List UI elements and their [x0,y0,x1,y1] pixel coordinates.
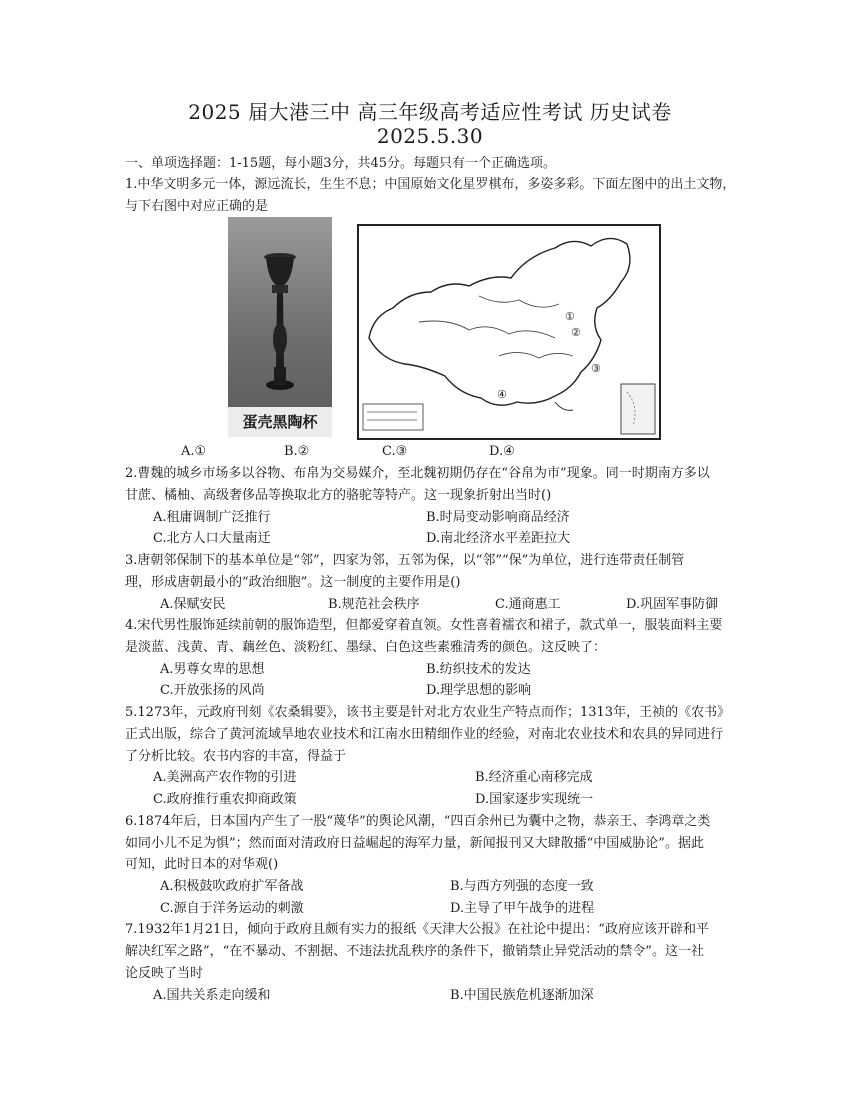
question-7-text-line: 解决红军之路”，“在不暴动、不割据、不违法扰乱秩序的条件下，撤销禁止异党活动的禁令”。这一社 [125,944,704,959]
question-4-text-line: 是淡蓝、浅黄、青、藕丝色、淡粉红、墨绿、白色这些素雅清秀的颜色。这反映了： [125,640,607,655]
photo-caption: 蛋壳黑陶杯 [228,407,332,437]
q4-option-a[interactable]: A.男尊女卑的思想 [160,662,265,677]
q2-option-d[interactable]: D.南北经济水平差距拉大 [426,531,571,546]
china-map [357,224,661,440]
q4-option-c[interactable]: C.开放张扬的风尚 [160,683,265,698]
exam-date: 2025.5.30 [376,124,484,148]
question-7-text-line: 论反映了当时 [125,966,204,981]
question-1-text-line: 1.中华文明多元一体，源远流长，生生不息；中国原始文化星罗棋布，多姿多彩。下面左图中的出土文物， [125,177,736,192]
q4-option-d[interactable]: D.理学思想的影响 [426,683,532,698]
question-6-text-line: 可知，此时日本的对华观() [125,857,279,872]
china-map-outline [359,226,659,438]
q6-option-a[interactable]: A.积极鼓吹政府扩军备战 [160,879,304,894]
q5-option-b[interactable]: B.经济重心南移完成 [475,770,593,785]
map-marker-4: ④ [497,388,507,401]
question-5-text-line: 5.1273年，元政府刊刻《农桑辑要》，该书主要是针对北方农业生产特点而作；1313年，王祯的《农书》 [125,705,731,720]
q5-option-c[interactable]: C.政府推行重农抑商政策 [153,792,297,807]
q6-option-b[interactable]: B.与西方列强的态度一致 [450,879,594,894]
question-5-text-line: 正式出版，综合了黄河流域旱地农业技术和江南水田精细作业的经验，对南北农业技术和农具的异同进行 [125,727,724,742]
question-2-text-line: 甘蔗、橘柚、高级奢侈品等换取北方的骆驼等特产。这一现象折射出当时() [125,488,552,503]
question-3-text-line: 3.唐朝邻保制下的基本单位是“邻”，四家为邻，五邻为保，以“邻”“保”为单位，进行连带责任制管 [125,553,685,568]
q3-option-c[interactable]: C.通商惠工 [495,597,561,612]
map-marker-3: ③ [591,362,601,375]
q5-option-d[interactable]: D.国家逐步实现统一 [475,792,594,807]
map-marker-1: ① [565,310,575,323]
question-7-text-line: 7.1932年1月21日，倾向于政府且颇有实力的报纸《天津大公报》在社论中提出：“政府应该开辟和平 [125,922,709,937]
q3-option-d[interactable]: D.巩固军事防御 [626,597,719,612]
section-heading: 一、单项选择题：1-15题，每小题3分，共45分。每题只有一个正确选项。 [125,156,557,171]
q1-option-c[interactable]: C.③ [382,444,408,459]
q7-option-b[interactable]: B.中国民族危机逐渐加深 [450,988,594,1003]
exam-title: 2025 届大港三中 高三年级高考适应性考试 历史试卷 [188,100,672,124]
q3-option-a[interactable]: A.保赋安民 [160,597,226,612]
question-2-text-line: 2.曹魏的城乡市场多以谷物、布帛为交易媒介，至北魏初期仍存在“谷帛为市”现象。同一时期南方多以 [125,466,710,481]
q6-option-c[interactable]: C.源自于洋务运动的刺激 [160,901,304,916]
q2-option-c[interactable]: C.北方人口大量南迁 [153,531,271,546]
map-marker-2: ② [571,326,581,339]
eggshell-black-pottery-cup-photo [228,217,332,437]
q5-option-a[interactable]: A.美洲高产农作物的引进 [153,770,297,785]
q2-option-b[interactable]: B.时局变动影响商品经济 [426,510,570,525]
q6-option-d[interactable]: D.主导了甲午战争的进程 [450,901,595,916]
question-1-text-line: 与下右图中对应正确的是 [125,199,269,214]
question-4-text-line: 4.宋代男性服饰延续前朝的服饰造型，但都爱穿着直领。女性喜着襦衣和裙子，款式单一，服装面料主要 [125,618,723,633]
q3-option-b[interactable]: B.规范社会秩序 [328,597,420,612]
question-3-text-line: 理，形成唐朝最小的“政治细胞”。这一制度的主要作用是() [125,575,461,590]
question-6-text-line: 6.1874年后，日本国内产生了一股“蔑华”的舆论风潮，“四百余州已为囊中之物，恭亲王、李鸿章之类 [125,814,711,829]
q2-option-a[interactable]: A.租庸调制广泛推行 [153,510,271,525]
q4-option-b[interactable]: B.纺织技术的发达 [426,662,531,677]
q7-option-a[interactable]: A.国共关系走向缓和 [153,988,271,1003]
pottery-cup-illustration [228,217,332,407]
question-5-text-line: 了分析比较。农书内容的丰富，得益于 [125,749,347,764]
q1-option-a[interactable]: A.① [181,444,207,459]
q1-option-d[interactable]: D.④ [489,444,515,459]
q1-option-b[interactable]: B.② [284,444,310,459]
question-6-text-line: 如同小儿不足为惧”；然而面对清政府日益崛起的海军力量，新闻报刊又大肆散播“中国威胁论”。据此 [125,836,704,851]
